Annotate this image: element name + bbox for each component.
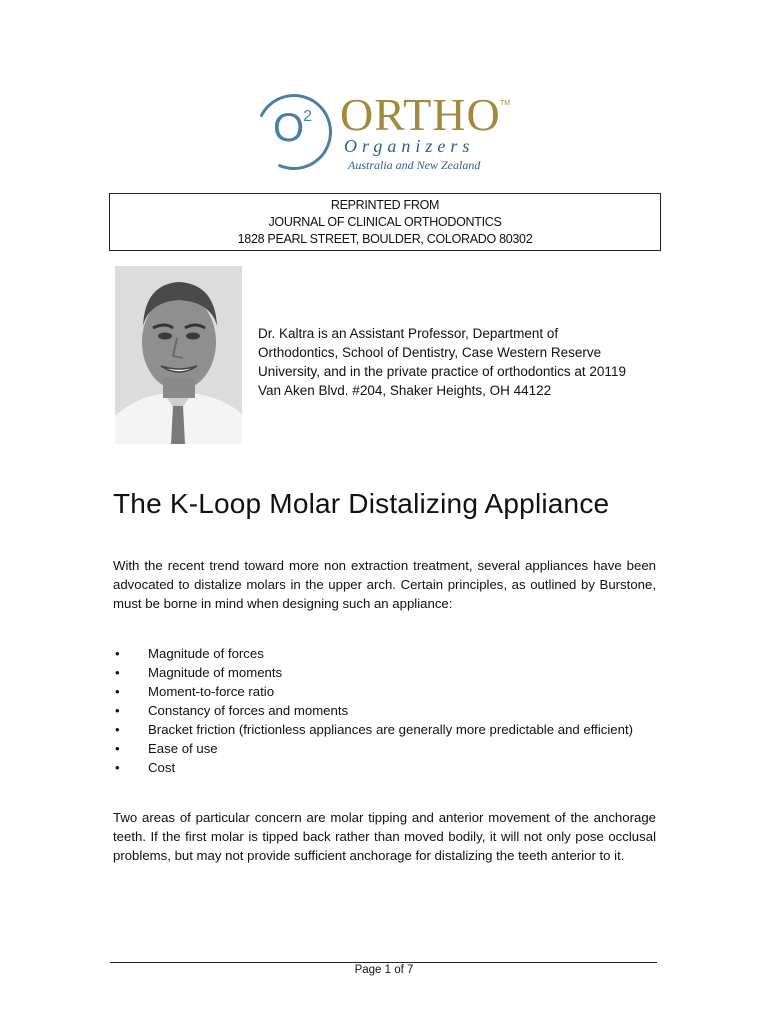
reprint-line-3: 1828 PEARL STREET, BOULDER, COLORADO 80302: [237, 232, 533, 246]
author-photo: [115, 266, 242, 444]
list-item: • Ease of use: [115, 741, 218, 756]
reprint-line-2: JOURNAL OF CLINICAL ORTHODONTICS: [268, 215, 502, 229]
bullet-glyph: •: [115, 722, 120, 737]
page-number: Page 1 of 7: [354, 964, 414, 976]
article-title: The K-Loop Molar Distalizing Appliance: [113, 488, 610, 519]
logo-o2-mark: $O^2$: [273, 106, 312, 150]
bullet-glyph: •: [115, 646, 120, 661]
author-bio: Dr. Kaltra is an Assistant Professor, Department of Orthodontics, School of Dentistry, Case Western Reserve University, and in the private practice of orthodontics at 20119 Van Aken Blvd. #204, Shaker Heights, OH 44122: [258, 326, 626, 398]
list-item: • Cost: [115, 760, 176, 775]
list-item: • Magnitude of moments: [115, 665, 283, 680]
logo-subtitle: Organizers: [344, 136, 475, 156]
bullet-glyph: •: [115, 665, 120, 680]
principles-list: [113, 644, 658, 777]
list-item: • Moment-to-force ratio: [115, 684, 275, 699]
bullet-glyph: •: [115, 760, 120, 775]
list-item: • Magnitude of forces: [115, 646, 264, 661]
concern-paragraph: Two areas of particular concern are molar tipping and anterior movement of the anchorage teeth. If the first molar is tipped back rather than moved bodily, it will not only pose occlusal problems, but may not provide sufficient anchorage for distalizing the teeth anterior to it.: [113, 810, 656, 863]
reprint-line-1: REPRINTED FROM: [330, 198, 440, 212]
bullet-glyph: •: [115, 684, 120, 699]
ortho-organizers-logo: [256, 89, 516, 180]
intro-paragraph: With the recent trend toward more non extraction treatment, several appliances have been advocated to distalize molars in the upper arch. Certain principles, as outlined by Burstone, must be borne in mind when designing such an appliance:: [113, 558, 656, 611]
bullet-glyph: •: [115, 703, 120, 718]
reprint-notice-box: [109, 193, 661, 251]
bullet-glyph: •: [115, 741, 120, 756]
logo-region: Australia and New Zealand: [348, 158, 481, 172]
logo-wordmark: ORTHO: [340, 89, 501, 140]
footer-divider: [110, 962, 657, 963]
author-portrait-image: [115, 266, 242, 444]
list-item: • Constancy of forces and moments: [115, 703, 349, 718]
logo-trademark: TM: [500, 100, 511, 107]
list-item: • Bracket friction (frictionless appliances are generally more predictable and efficient): [115, 722, 634, 737]
